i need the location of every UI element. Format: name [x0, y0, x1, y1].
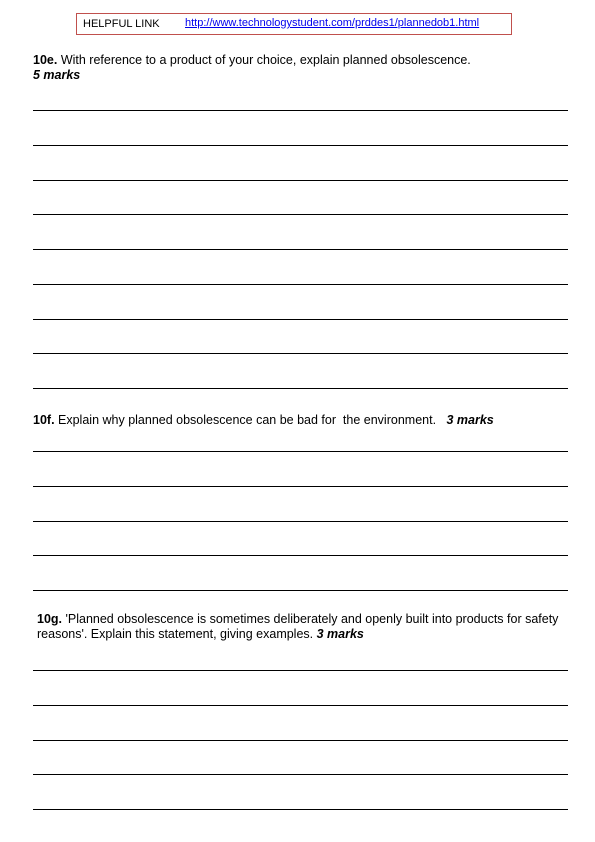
question-number: 10f.: [33, 413, 55, 427]
answer-line[interactable]: [33, 486, 568, 487]
question-marks: 5 marks: [33, 68, 81, 82]
question-10f: [33, 413, 573, 428]
answer-line[interactable]: [33, 521, 568, 522]
question-marks: 3 marks: [446, 413, 494, 427]
helpful-link-url[interactable]: http://www.technologystudent.com/prddes1/plannedob1.html: [185, 17, 480, 29]
helpful-link-box: [76, 13, 512, 35]
answer-line[interactable]: [33, 774, 568, 775]
question-10e: [33, 53, 573, 83]
answer-line[interactable]: [33, 809, 568, 810]
question-number: 10g.: [37, 612, 63, 626]
answer-line[interactable]: [33, 590, 568, 591]
answer-line[interactable]: [33, 353, 568, 354]
answer-line[interactable]: [33, 555, 568, 556]
answer-line[interactable]: [33, 319, 568, 320]
answer-line[interactable]: [33, 451, 568, 452]
question-text: With reference to a product of your choice, explain planned obsolescence.: [57, 53, 471, 67]
answer-line[interactable]: [33, 740, 568, 741]
answer-line[interactable]: [33, 705, 568, 706]
answer-line[interactable]: [33, 284, 568, 285]
answer-line[interactable]: [33, 388, 568, 389]
answer-line[interactable]: [33, 110, 568, 111]
question-text: 'Planned obsolescence is sometimes deliberately and openly built into products for safety reasons'. Explain this statement, giving examples.: [37, 612, 559, 641]
answer-line[interactable]: [33, 180, 568, 181]
question-number: 10e.: [33, 53, 58, 67]
helpful-link-label: HELPFUL LINK: [83, 18, 160, 30]
question-text: Explain why planned obsolescence can be bad for the environment.: [54, 413, 447, 427]
question-10g: [37, 612, 582, 642]
answer-line[interactable]: [33, 670, 568, 671]
answer-line[interactable]: [33, 249, 568, 250]
answer-line[interactable]: [33, 145, 568, 146]
answer-line[interactable]: [33, 214, 568, 215]
question-marks: 3 marks: [316, 627, 364, 641]
